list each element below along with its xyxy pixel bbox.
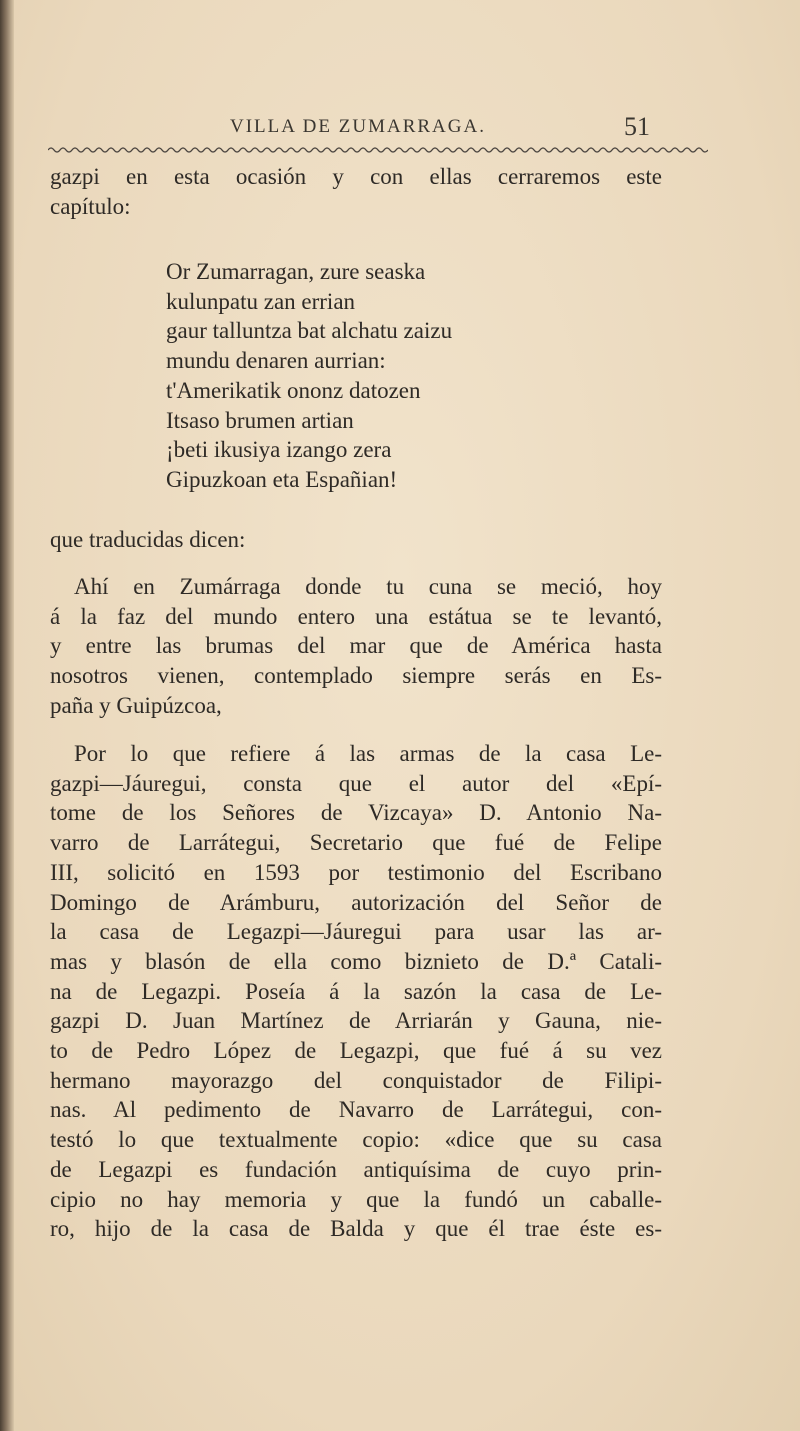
text-line: la casa de Legazpi—Jáuregui para usar las ar- [50, 919, 662, 945]
text-line: capítulo: [50, 193, 131, 219]
text-line: gazpi en esta ocasión y con ellas cerraremos este [50, 164, 662, 189]
text-line: Por lo que refiere á las armas de la casa Le- [74, 741, 662, 766]
text-line: de Legazpi es fundación antiquísima de cuyo prin- [50, 1156, 662, 1182]
book-spine-shadow [0, 0, 14, 1431]
poem-line: Or Zumarragan, zure seaska [166, 259, 426, 284]
running-head: VILLA DE ZUMARRAGA. [230, 116, 486, 137]
translation-text [50, 572, 662, 721]
text-line: hermano mayorazgo del conquistador de Filipi- [50, 1067, 662, 1093]
text-line: gazpi D. Juan Martínez de Arriarán y Gauna, nie- [50, 1008, 662, 1034]
poem-line: mundu denaren aurrian: [166, 348, 386, 374]
page-header [230, 112, 650, 142]
text-line: tome de los Señores de Vizcaya» D. Antonio Na- [50, 800, 662, 826]
text-line: testó lo que textualmente copio: «dice que su casa [50, 1127, 662, 1153]
text-line: mas y blasón de ella como biznieto de D.ª Catali- [50, 948, 662, 974]
text-line: nosotros vienen, contemplado siempre serás en Es- [50, 663, 662, 689]
translation-intro [50, 525, 662, 555]
text-line: Domingo de Arámburu, autorización del Señor de [50, 889, 662, 915]
text-line: nas. Al pedimento de Navarro de Larrátegui, con- [50, 1097, 662, 1123]
poem-line: Itsaso brumen artian [166, 407, 354, 433]
poem-line: Gipuzkoan eta Españian! [166, 466, 398, 492]
poem-line: ¡beti ikusiya izango zera [166, 437, 392, 463]
basque-poem [166, 257, 452, 495]
text-line: na de Legazpi. Poseía á la sazón la casa de Le- [50, 978, 662, 1004]
text-line: Ahí en Zumárraga donde tu cuna se meció, hoy [74, 574, 662, 599]
page-number: 51 [624, 112, 650, 141]
poem-line: kulunpatu zan errian [166, 288, 356, 314]
text-line: gazpi—Jáuregui, consta que el autor del «Epí- [50, 770, 662, 796]
text-line: to de Pedro López de Legazpi, que fué á su vez [50, 1038, 662, 1064]
intro-text [50, 162, 662, 221]
text-line: paña y Guipúzcoa, [50, 692, 222, 718]
text-line: varro de Larrátegui, Secretario que fué de Felipe [50, 830, 662, 856]
text-line: cipio no hay memoria y que la fundó un caballe- [50, 1186, 662, 1212]
body-paragraph [50, 739, 662, 1244]
poem-line: gaur talluntza bat alchatu zaizu [166, 318, 453, 344]
wavy-rule-divider [48, 146, 708, 154]
poem-line: t'Amerikatik ononz datozen [166, 377, 421, 403]
text-line: á la faz del mundo entero una estátua se te levantó, [50, 603, 662, 629]
text-line: III, solicitó en 1593 por testimonio del Escribano [50, 859, 662, 885]
text-line: y entre las brumas del mar que de América hasta [50, 633, 662, 659]
text-line: ro, hijo de la casa de Balda y que él trae éste es- [50, 1216, 662, 1242]
text-line: que traducidas dicen: [50, 527, 246, 552]
